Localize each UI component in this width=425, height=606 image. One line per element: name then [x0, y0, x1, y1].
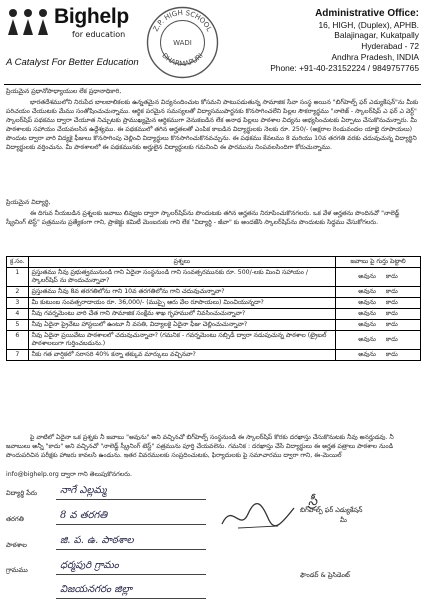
no-option[interactable]: కాదు	[385, 299, 398, 306]
answer-cell[interactable]	[336, 320, 421, 331]
school-stamp	[145, 5, 220, 80]
no-option[interactable]: కాదు	[385, 310, 398, 317]
table-row	[7, 331, 421, 350]
row-number: 7	[7, 350, 29, 361]
class-underline	[56, 524, 206, 525]
question-text: నీకు గత వార్షికలో సరాసరి 40% కన్నా తక్కువ మార్కులు వచ్చినవా?	[28, 350, 335, 361]
row-number: 4	[7, 309, 29, 320]
svg-text:DHARMAPURI	[160, 52, 204, 68]
yes-option[interactable]: అవును	[358, 336, 376, 343]
table-row	[7, 309, 421, 320]
row-number: 1	[7, 268, 29, 287]
student-name-value[interactable]: నాగే ఎల్లమ్మ	[60, 485, 107, 496]
no-option[interactable]: కాదు	[385, 288, 398, 295]
answer-cell[interactable]	[336, 309, 421, 320]
salutation: ప్రియమైన ప్రధానోపాధ్యాయుల లేక ప్రధానాధికారి,	[6, 88, 122, 95]
school-label: పాఠశాల	[6, 541, 27, 549]
yes-option[interactable]: అవును	[358, 351, 376, 358]
yes-option[interactable]: అవును	[358, 273, 376, 280]
contact-email-line: info@bighelp.org ద్వారా గాని తెలుపుకొనగలరు.	[6, 471, 132, 478]
office-address	[259, 9, 419, 73]
row-number: 5	[7, 320, 29, 331]
student-name-label: విద్యార్థి పేరు	[6, 489, 38, 497]
row-number: 6	[7, 331, 29, 350]
table-row	[7, 268, 421, 287]
yes-option[interactable]: అవును	[358, 310, 376, 317]
yes-option[interactable]: అవును	[358, 299, 376, 306]
school-underline	[56, 549, 206, 550]
question-text: నీవు ఏదైనా ప్రైవేటు హాస్టలులో ఉంటూ నీ వసతి, విద్యాలకై ఏదైనా ఫీజు చెల్లించుచున్నావా?	[28, 320, 335, 331]
intro-paragraph: భారతదేశములోని నిరుపేద బాలబాలికలకు ఉన్నతమైన విద్యనందించుట కోసమని పాటుపడుతున్న సామాజిక సేవా సంస్థ అయిన "బిగ్‌హెల్ప్ ఫర్ ఎడ్యుకేషన్"ను మీకు పరిచయం చేయుటకు మేము సంతోషించుచున్నాము. ఆర్థిక పరమైన సమస్యలతో విద్యాసముపార్జనకు కొనసాగించలేని పిల్లల సౌకర్యార్థము "నాలెజ్ - స్కాలర్‌షిప్ ఎ ఫర్ ఎ వెర్ట్" స్కాలర్‌షిప్ పథకము ద్వారా చేయూత నిచ్చుటకు ప్రాముఖ్యమైన ఆర్థికముగా వెనుకబడిన లేక అనాథ పిల్లలు పాఠశాల విద్యను అభ్యసించుటకు ఏర్పాటు చేసుకొనుచున్నారు. మీ పాఠశాలకు సహాయం చేయవలసిన ఉద్దేశ్యము. ఈ పథకములో తగిన అర్హతలతో ఎంపిక కాబడిన విద్యార్థులకు నెలకు రూ. 250/- (అక్షరాల రెండువందల యాభై రూపాయలు) పొందుట ద్వారా వారి విద్యకై ఫీజులు కొనసాగింపు చెల్లించి విద్యార్థులు కొనసాగించుకొనవచ్చును. ఈ పథకము కేవలము 8 మరియు 10వ తరగతి వరకు చదువుచున్న విద్యార్థిని విద్యార్థులకు వర్తించును. మీ పాఠశాలలో ఈ పథకమునకు అర్హులైన విద్యార్థులకు గమనించి ఈ ఫారమును నింపవలసిందిగా కోరుచున్నాము.	[6, 99, 419, 151]
brand-name: Bighelp	[54, 5, 129, 28]
student-greeting: ప్రియమైన విద్యార్థి,	[6, 199, 51, 206]
eligibility-table	[6, 256, 421, 361]
row-number: 2	[7, 287, 29, 298]
yes-option[interactable]: అవును	[358, 288, 376, 295]
no-option[interactable]: కాదు	[385, 273, 398, 280]
answer-cell[interactable]	[336, 268, 421, 287]
founder-title: ఫౌండర్ & ప్రెసిడెంట్	[300, 571, 350, 579]
table-row	[7, 350, 421, 361]
class-value[interactable]: 8 వ తరగతి	[60, 510, 108, 521]
answer-cell[interactable]	[336, 298, 421, 309]
signature-org: బిగ్‌హెల్ప్ ఫర్ ఎడ్యుకేషన్	[300, 506, 363, 514]
signature-block	[300, 505, 420, 525]
village-label: గ్రామము	[6, 566, 28, 574]
handwritten-signature	[218, 496, 298, 536]
tagline: A Catalyst For Better Education	[6, 57, 139, 68]
col-question-header: ప్రశ్నలు	[28, 257, 335, 268]
answer-cell[interactable]	[336, 331, 421, 350]
class-label: తరగతి	[6, 515, 24, 523]
signature-mark: స్రీ	[308, 494, 318, 509]
no-option[interactable]: కాదు	[385, 336, 398, 343]
question-text: ప్రస్తుతము నీవు ప్రభుత్వమునుండి గాని ఏదైనా సంస్థనుండి గాని సంవత్సరమునకు రూ. 500/-లకు మించి సహాయం / స్కాలర్‌షిప్ ను పొందుచున్నావా?	[28, 268, 335, 287]
bighelp-logo-icon	[6, 7, 50, 37]
village-underline	[56, 574, 206, 575]
closing-paragraph: పై వాటిలో ఏదైనా ఒక ప్రశ్నకు నీ జవాబు "అవును" అని వచ్చినచో బిగ్‌హెల్ప్ సంస్థనుండి ఈ స్కాలర్‌షిప్ కొరకు దరఖాస్తు చేసుకొనుటకు నీవు అనర్హుడవు. నీ జవాబులు అన్నీ "కాదు" అని వచ్చినచో "నాలెడ్జ్ స్క్రీనింగ్ టెస్ట్" పత్రమును పూర్తి చేయవలెను. గమనిక : దరఖాస్తు చేసే విద్యార్థులు ఈ అర్హత పత్రాలు పాఠశాల నుండి పొందుపరిచిన పరీక్షకు హాజరు కావలసి ఉండును. ఇతర వివరములకు సంప్రదించుటకు, ఫిర్యాదులకు పై సమాచారము ద్వారా గాని, ఈ-మెయిల్	[6, 434, 394, 459]
district-underline	[56, 598, 206, 599]
office-phone: Phone: +91-40-23152224 / 9849757765	[270, 62, 419, 73]
brand-subtitle: for education	[72, 30, 126, 39]
question-text: ప్రస్తుతము నీవు 8వ తరగతిలోను గాని 10వ తరగతిలోను గాని చదువుచున్నావా?	[28, 287, 335, 298]
no-option[interactable]: కాదు	[385, 321, 398, 328]
col-answer-header: జవాబు పై గుర్తు పెట్టాలి	[336, 257, 421, 268]
col-no-header: క్ర.సం.	[7, 257, 29, 268]
signature-yours: మీ	[340, 516, 347, 524]
table-header-row	[7, 257, 421, 268]
no-option[interactable]: కాదు	[385, 351, 398, 358]
office-line: Hyderabad - 72	[361, 41, 419, 52]
office-line: 16, HIGH, (Duplex), APHB.	[318, 19, 419, 30]
stamp-top-text: Z.P. HIGH SCHOOL	[151, 8, 214, 33]
header-divider	[4, 84, 421, 85]
office-line: Balajinagar, Kukatpally	[334, 30, 419, 41]
district-value[interactable]: విజయనగరం జిల్లా	[60, 584, 133, 595]
table-row	[7, 298, 421, 309]
table-row	[7, 320, 421, 331]
name-underline	[56, 499, 206, 500]
stamp-bottom-text: DHARMAPURI	[160, 51, 205, 68]
question-text: నీవు ఏదైనా ప్రయివేటు పాఠశాలలో చదువుచున్నావా? (గమనిక - గవర్నమెంటు సబ్సిడీ ద్వారా నడుపుచున్న పాఠశాల (ట్రైబల్ పాఠశాలలుగా గుర్తించబడును.)	[28, 331, 335, 350]
question-text: నీవు గవర్నమెంటు వారి చేత గాని సామాజిక సంక్షేమ శాఖ గృహములో నివసించుచున్నావా?	[28, 309, 335, 320]
school-value[interactable]: జి. ప. ఉ. పాఠశాల	[60, 535, 134, 546]
row-number: 3	[7, 298, 29, 309]
office-line: Andhra Pradesh, INDIA	[331, 51, 419, 62]
question-text: మీ కుటుంబ సంవత్సరాదాయం రూ. 36,000/- (ముప్పై ఆరు వేల రూపాయలు) మించియున్నదా?	[28, 298, 335, 309]
table-row	[7, 287, 421, 298]
answer-cell[interactable]	[336, 350, 421, 361]
instructions-paragraph: ఈ దిగువ నీయబడిన ప్రశ్నలకు జవాబు లివ్వుట ద్వారా స్కాలర్‌షిప్‌ను పొందుటకు తగిన అర్హతను నిరూపించుకొనగలరు. ఒక వేళ అర్హతను పొందినచో "నాలెడ్జ్ స్క్రీనింగ్ టెస్ట్" పత్రమును ప్రత్యేకంగా గాని, ప్రాజెక్టు కమిటీ మెంబరుకు గాని లేక "విద్యార్థి - జీవా" కు అందజేసి స్కాలర్‌షిప్‌ను పొందుటకు సిద్ధము చేసుకోగలరు.	[6, 210, 400, 226]
stamp-mid-text: WADI	[173, 39, 192, 47]
office-title: Administrative Office:	[315, 8, 419, 19]
yes-option[interactable]: అవును	[358, 321, 376, 328]
answer-cell[interactable]	[336, 287, 421, 298]
village-value[interactable]: ధర్మపురి గ్రామం	[60, 560, 119, 571]
